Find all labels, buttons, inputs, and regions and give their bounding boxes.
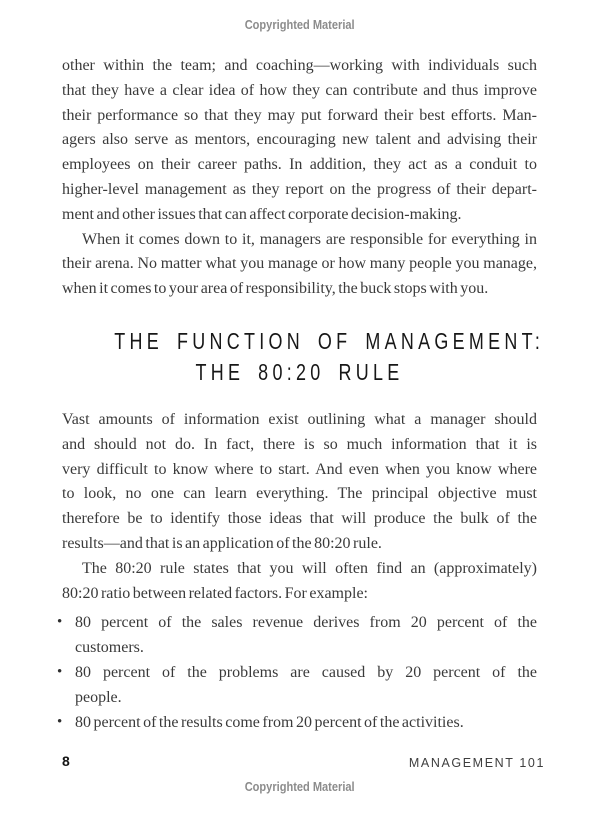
text-line: 80 percent of the results come from 20 percent of the activities.: [75, 714, 464, 732]
paragraphs-after-heading: [62, 408, 537, 606]
bullet-icon: •: [57, 664, 63, 681]
text-line: 80:20 ratio between related factors. For example:: [62, 584, 368, 602]
bullet-item: [57, 610, 537, 660]
paragraph: [62, 54, 537, 228]
paragraph: [62, 557, 537, 607]
bullet-icon: •: [57, 714, 63, 731]
text-line: The 80:20 rule states that you will often find an (approximately): [82, 559, 537, 577]
text-line: customers.: [75, 639, 144, 657]
text-line: employees on their career paths. In addition, they act as a conduit to: [62, 156, 537, 174]
text-line: higher-level management as they report on the progress of their depart-: [62, 180, 537, 198]
copyright-notice-top-text: Copyrighted Material: [245, 17, 355, 32]
text-line: other within the team; and coaching—working with individuals such: [62, 57, 537, 74]
section-heading: [62, 326, 545, 388]
text-line: results—and that is an application of the 80:20 rule.: [62, 534, 382, 552]
text-line: When it comes down to it, managers are responsible for everything in: [82, 230, 537, 248]
text-line: ment and other issues that can affect corporate decision-making.: [62, 205, 462, 223]
running-title: MANAGEMENT 101: [408, 756, 545, 770]
text-line: their arena. No matter what you manage or how many people you manage,: [62, 255, 537, 273]
page-number: 8: [62, 753, 70, 769]
bullet-item: [57, 660, 537, 710]
book-page-content: [57, 54, 545, 735]
text-line: 80 percent of the sales revenue derives from 20 percent of the: [75, 614, 537, 632]
text-line: to look, no one can learn everything. The principal objective must: [62, 485, 537, 503]
text-line: agers also serve as mentors, encouraging new talent and advising their: [62, 131, 537, 149]
bullet-icon: •: [57, 614, 63, 631]
text-line: that they have a clear idea of how they can contribute and thus improve: [62, 81, 537, 99]
text-line: 80 percent of the problems are caused by 20 percent of the: [75, 664, 537, 682]
paragraph: [62, 408, 537, 557]
text-line: and should not do. In fact, there is so much information that it is: [62, 435, 537, 453]
section-heading-line-2: THE 80:20 RULE: [195, 358, 404, 385]
text-line: their performance so that they may put forward their best efforts. Man-: [62, 106, 537, 124]
copyright-notice-top: [0, 17, 600, 32]
copyright-notice-bottom: [0, 779, 600, 794]
paragraph: [62, 228, 537, 302]
text-line: people.: [75, 689, 122, 707]
bullet-item: [57, 710, 537, 735]
text-line: very difficult to know where to start. And even when you know where: [62, 460, 537, 478]
bullet-list: [57, 610, 537, 735]
text-line: therefore be to identify those ideas that will produce the bulk of the: [62, 510, 537, 528]
paragraphs-before-heading: [62, 54, 537, 302]
copyright-notice-bottom-text: Copyrighted Material: [245, 779, 355, 794]
section-heading-line-1: THE FUNCTION OF MANAGEMENT:: [114, 327, 545, 354]
text-line: Vast amounts of information exist outlining what a manager should: [62, 410, 537, 428]
text-line: when it comes to your area of responsibility, the buck stops with you.: [62, 280, 489, 298]
